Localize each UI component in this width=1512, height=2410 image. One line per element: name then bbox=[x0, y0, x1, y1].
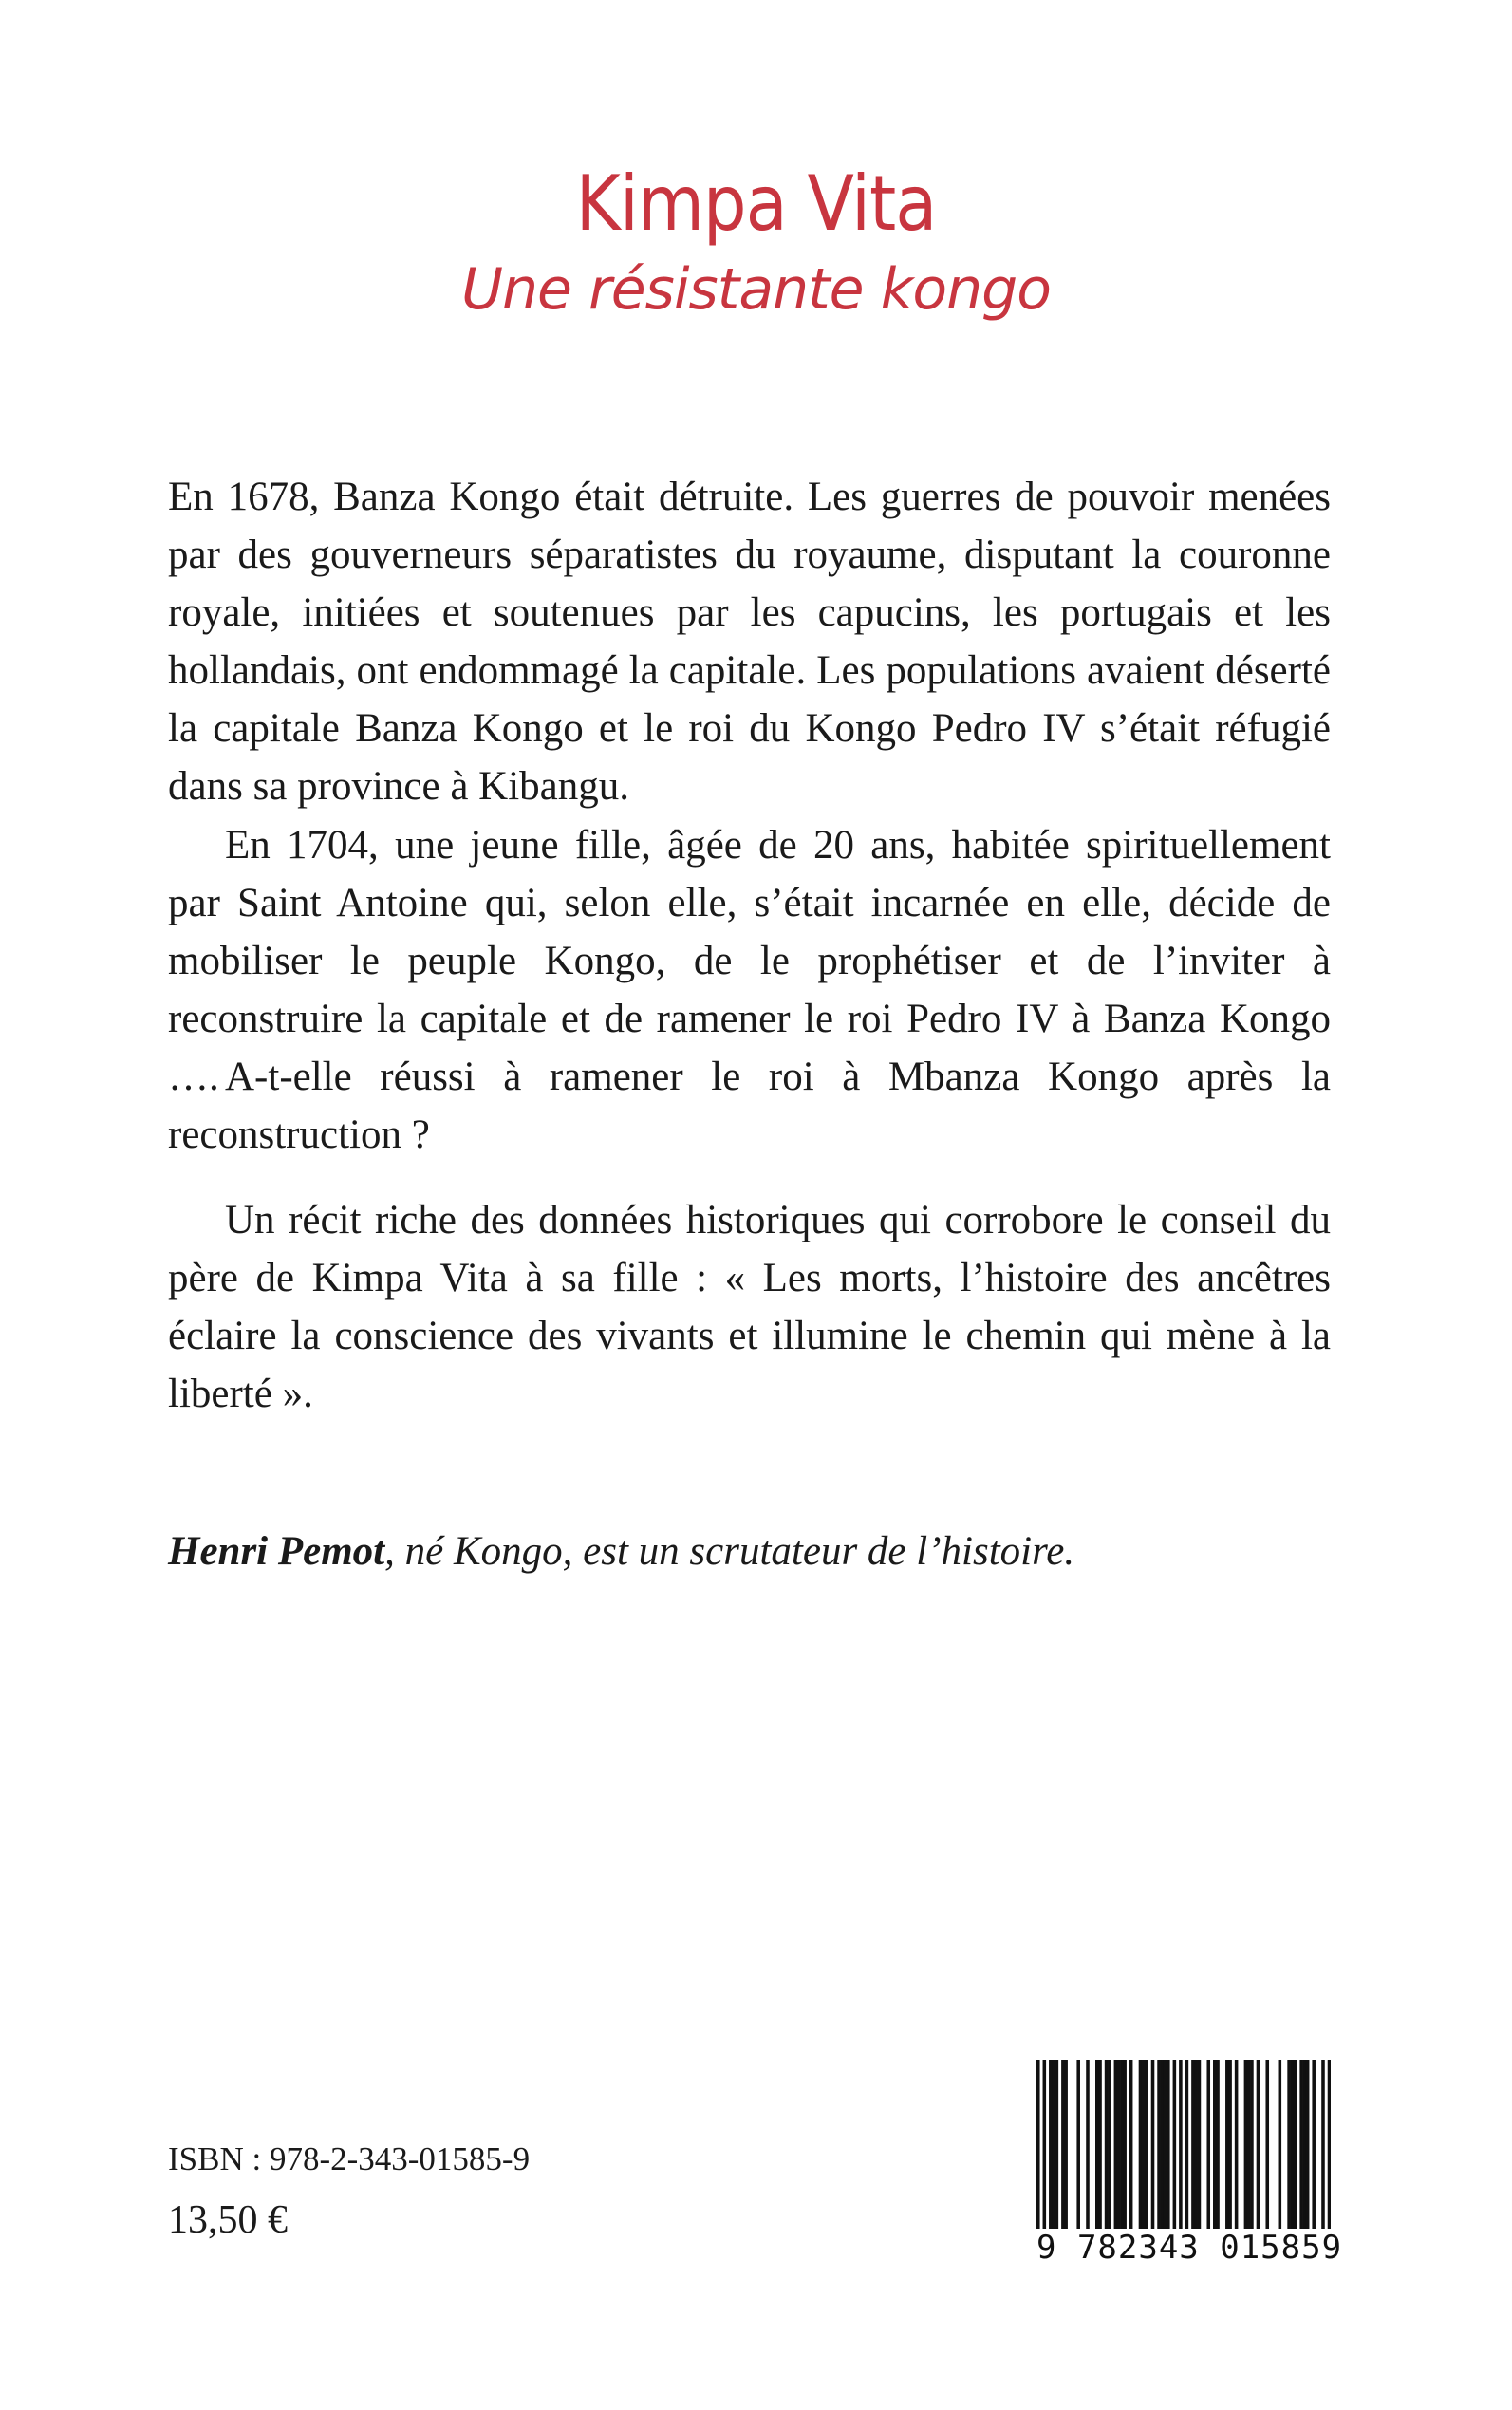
barcode-bar bbox=[1213, 2060, 1217, 2229]
blurb-paragraph-3: A-t-elle réussi à ramener le roi à Mbanza Kongo après la reconstruction ? bbox=[168, 1055, 1331, 1157]
barcode-bar bbox=[1157, 2060, 1161, 2229]
blurb-paragraph-1: En 1678, Banza Kongo était détruite. Les guerres de pouvoir menées par des gouverneurs séparatistes du royaume, disputant la couronne royale, initiées et soutenues par les capucins, les portugais et les hollandais, ont endommagé la capitale. Les populations avaient déserté la capitale Banza Kongo et le roi du Kongo Pedro IV s’était réfugié dans sa province à Kibangu. bbox=[168, 475, 1331, 809]
blurb-paragraph-2: En 1704, une jeune fille, âgée de 20 ans, habitée spirituellement par Saint Antoine qui, selon elle, s’était incarnée en elle, décide de mobiliser le peuple Kongo, de le prophétiser et de l’inviter à reconstruire la capitale et de ramener le roi Pedro IV à Banza Kongo …. bbox=[168, 823, 1331, 1099]
barcode-digits: 9 782343 015859 bbox=[1036, 2229, 1343, 2267]
author-note bbox=[168, 1528, 1074, 1575]
barcode-bar bbox=[1185, 2060, 1189, 2229]
barcode-bar bbox=[1287, 2060, 1291, 2229]
barcode-bar bbox=[1164, 2060, 1167, 2229]
barcode-bar bbox=[1294, 2060, 1297, 2229]
barcode-bar bbox=[1167, 2060, 1170, 2229]
barcode-bar bbox=[1173, 2060, 1177, 2229]
barcode-bar bbox=[1306, 2060, 1310, 2229]
barcode-bar bbox=[1129, 2060, 1133, 2229]
barcode-bar bbox=[1120, 2060, 1124, 2229]
barcode-bar bbox=[1061, 2060, 1065, 2229]
barcode-bar bbox=[1145, 2060, 1148, 2229]
barcode-bar bbox=[1328, 2060, 1331, 2229]
barcode-bar bbox=[1247, 2060, 1251, 2229]
barcode-bar bbox=[1086, 2060, 1090, 2229]
barcode-bar bbox=[1114, 2060, 1118, 2229]
barcode-bar bbox=[1095, 2060, 1099, 2229]
barcode-bar bbox=[1250, 2060, 1254, 2229]
barcode-bar bbox=[1151, 2060, 1155, 2229]
barcode-bar bbox=[1123, 2060, 1127, 2229]
barcode-bar bbox=[1291, 2060, 1295, 2229]
barcode-bar bbox=[1043, 2060, 1047, 2229]
barcode-bar bbox=[1321, 2060, 1325, 2229]
barcode-bar bbox=[1161, 2060, 1165, 2229]
barcode-bar bbox=[1299, 2060, 1303, 2229]
barcode-bar bbox=[1108, 2060, 1111, 2229]
book-title: Kimpa Vita bbox=[575, 159, 937, 248]
book-subtitle: Une résistante kongo bbox=[461, 256, 1051, 323]
barcode-bar bbox=[1052, 2060, 1055, 2229]
barcode-bar bbox=[1279, 2060, 1282, 2229]
barcode-bar bbox=[1235, 2060, 1239, 2229]
barcode-bar bbox=[1098, 2060, 1102, 2229]
barcode-bar bbox=[1225, 2060, 1229, 2229]
barcode-bar bbox=[1055, 2060, 1059, 2229]
barcode-bar bbox=[1198, 2060, 1202, 2229]
barcode-bar bbox=[1244, 2060, 1248, 2229]
barcode-bar bbox=[1191, 2060, 1195, 2229]
author-name: Henri Pemot bbox=[168, 1529, 385, 1574]
barcode-bar bbox=[1139, 2060, 1143, 2229]
barcode-bar bbox=[1117, 2060, 1121, 2229]
barcode-bar bbox=[1036, 2060, 1040, 2229]
isbn-label: ISBN : 978-2-343-01585-9 bbox=[168, 2140, 531, 2177]
barcode-bar bbox=[1194, 2060, 1198, 2229]
barcode-bars-icon bbox=[1036, 2060, 1331, 2229]
barcode-bar bbox=[1142, 2060, 1146, 2229]
barcode-bar bbox=[1303, 2060, 1307, 2229]
price-label: 13,50 € bbox=[168, 2198, 288, 2242]
barcode-bar bbox=[1257, 2060, 1260, 2229]
barcode-bar bbox=[1049, 2060, 1053, 2229]
barcode-bar bbox=[1206, 2060, 1210, 2229]
author-bio: , né Kongo, est un scrutateur de l’histoire. bbox=[384, 1529, 1075, 1574]
barcode bbox=[1036, 2060, 1343, 2273]
barcode-bar bbox=[1265, 2060, 1269, 2229]
barcode-bar bbox=[1179, 2060, 1183, 2229]
barcode-bar bbox=[1216, 2060, 1220, 2229]
blurb-paragraph-4: Un récit riche des données historiques qui corrobore le conseil du père de Kimpa Vita à sa fille : « Les morts, l’histoire des ancêtres éclaire la conscience des vivants et illumine le chemin qui mène à la liberté ». bbox=[168, 1198, 1331, 1416]
barcode-bar bbox=[1228, 2060, 1232, 2229]
barcode-bar bbox=[1312, 2060, 1316, 2229]
barcode-bar bbox=[1076, 2060, 1080, 2229]
barcode-bar bbox=[1064, 2060, 1068, 2229]
barcode-bar bbox=[1105, 2060, 1109, 2229]
